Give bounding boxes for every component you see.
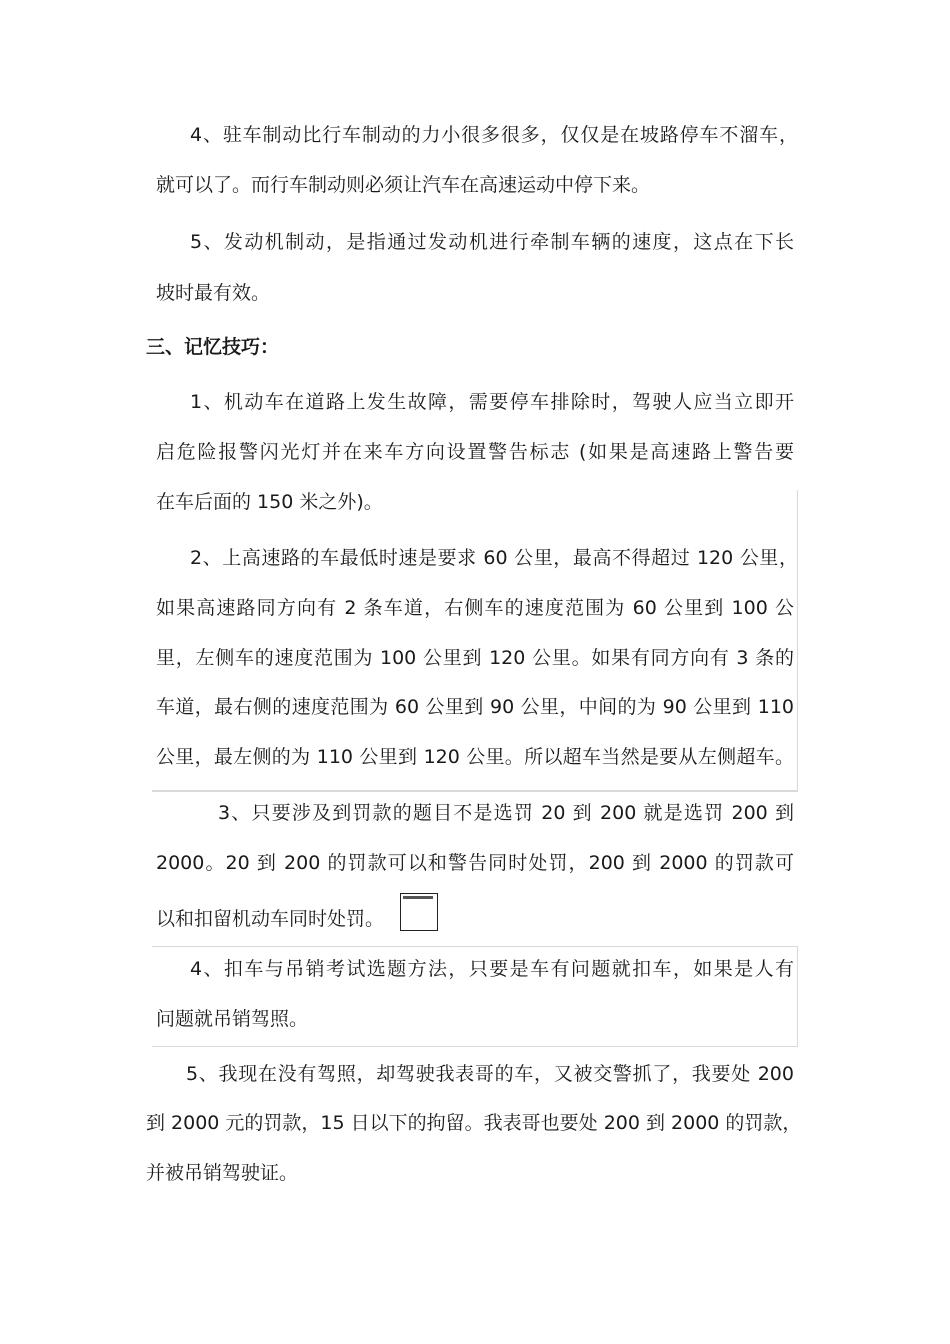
paragraph-5-line-2: 坡时最有效。 (156, 282, 271, 304)
tip-5-line-3: 并被吊销驾驶证。 (146, 1162, 299, 1184)
tip-1-line-2: 启危险报警闪光灯并在来车方向设置警告标志 (如果是高速路上警告要 (156, 441, 794, 463)
tip-2-line-3: 里，左侧车的速度范围为 100 公里到 120 公里。如果有同方向有 3 条的 (156, 647, 794, 669)
embedded-thumbnail-icon (400, 893, 438, 931)
section-heading: 三、记忆技巧： (146, 336, 280, 358)
tip-1-line-3: 在车后面的 150 米之外)。 (156, 491, 383, 513)
tip-2-line-1: 2、上高速路的车最低时速是要求 60 公里，最高不得超过 120 公里， (190, 547, 798, 569)
paragraph-5-line-1: 5、发动机制动，是指通过发动机进行牵制车辆的速度，这点在下长 (190, 231, 794, 253)
paragraph-4-line-1: 4、驻车制动比行车制动的力小很多很多，仅仅是在坡路停车不溜车， (190, 124, 798, 146)
tip-2-line-2: 如果高速路同方向有 2 条车道，右侧车的速度范围为 60 公里到 100 公 (156, 597, 794, 619)
tip-2-bottom-rule (152, 790, 798, 791)
tip-4-line-1: 4、扣车与吊销考试选题方法，只要是车有问题就扣车，如果是人有 (190, 958, 794, 980)
tip-3-line-3: 以和扣留机动车同时处罚。 (156, 908, 385, 930)
tip-5-line-2: 到 2000 元的罚款，15 日以下的拘留。我表哥也要处 200 到 2000 的罚款， (146, 1112, 802, 1134)
paragraph-4-line-2: 就可以了。而行车制动则必须让汽车在高速运动中停下来。 (156, 174, 651, 196)
tip-5-line-1: 5、我现在没有驾照，却驾驶我表哥的车，又被交警抓了，我要处 200 (186, 1063, 794, 1085)
tip-3-line-2: 2000。20 到 200 的罚款可以和警告同时处罚，200 到 2000 的罚款可 (156, 852, 794, 874)
tip-1-line-1: 1、机动车在道路上发生故障，需要停车排除时，驾驶人应当立即开 (190, 391, 794, 413)
tip-4-line-2: 问题就吊销驾照。 (156, 1008, 309, 1030)
tip-2-line-5: 公里，最左侧的为 110 公里到 120 公里。所以超车当然是要从左侧超车。 (156, 746, 794, 768)
tip-3-line-1: 3、只要涉及到罚款的题目不是选罚 20 到 200 就是选罚 200 到 (218, 802, 794, 824)
tip-2-line-4: 车道，最右侧的速度范围为 60 公里到 90 公里，中间的为 90 公里到 110 (156, 696, 794, 718)
